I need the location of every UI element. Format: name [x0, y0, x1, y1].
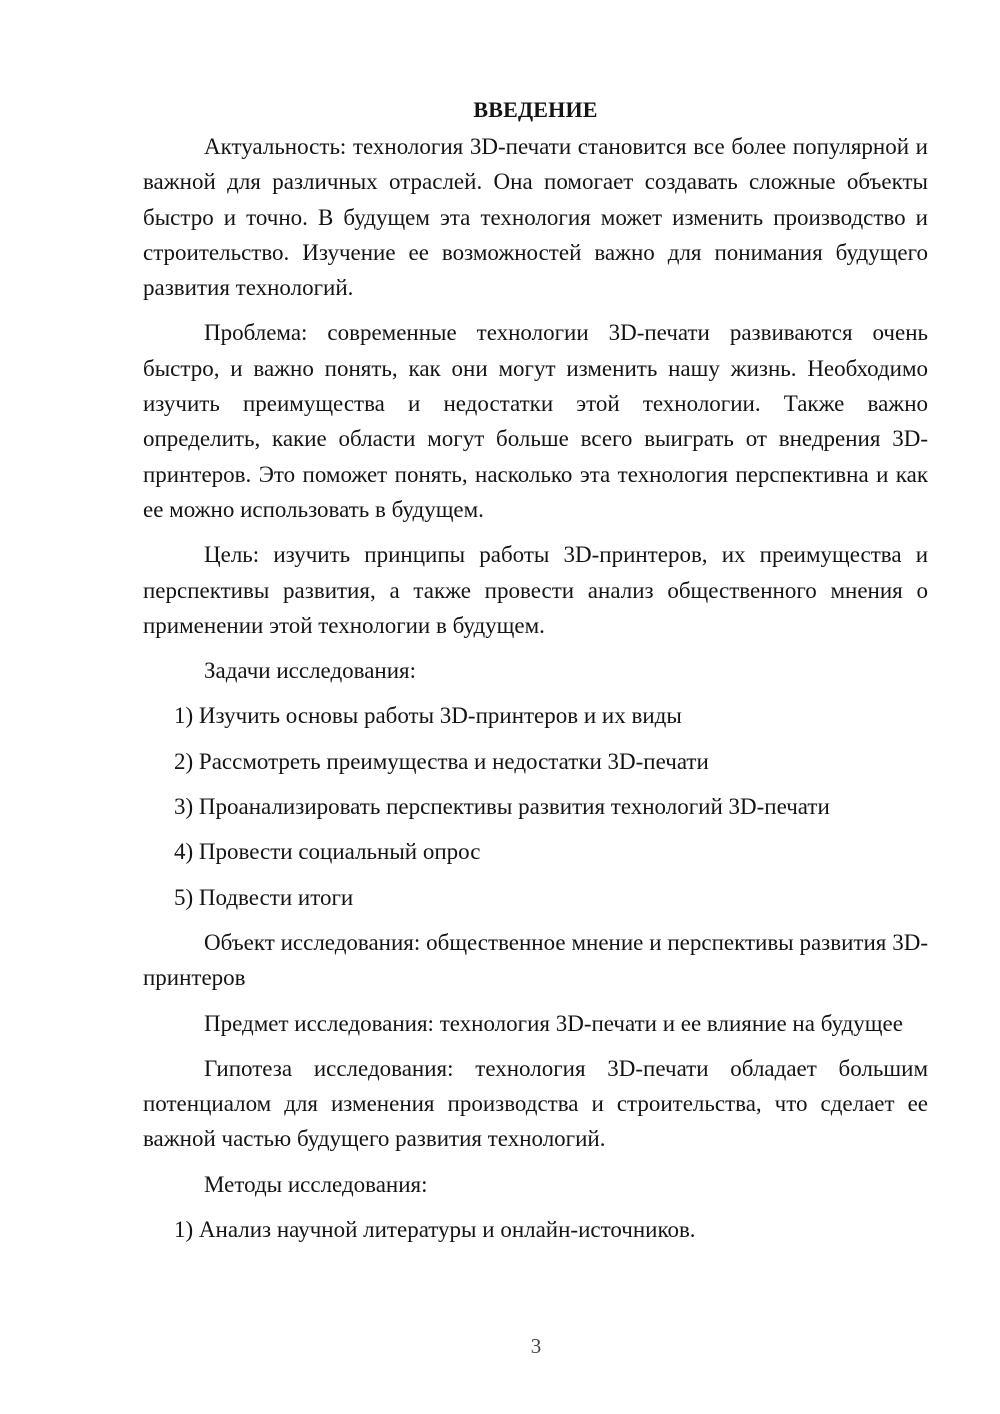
method-item: 1) Анализ научной литературы и онлайн-источников. [174, 1217, 696, 1243]
task-item: 4) Провести социальный опрос [174, 839, 481, 865]
relevance-paragraph: Актуальность: технология 3D-печати становится все более популярной и важной для различных отраслей. Она помогает создавать сложные объекты быстро и точно. В будущем эта технология может изменить производство и строительство. Изучение ее возможностей важно для понимания будущего развития технологий. [143, 134, 928, 301]
page-content [143, 92, 928, 1247]
page-number-footer [0, 1334, 1000, 1359]
page-number: 3 [530, 1334, 542, 1358]
task-item: 1) Изучить основы работы 3D-принтеров и их виды [174, 703, 682, 729]
methods-heading: Методы исследования: [204, 1171, 428, 1197]
problem-paragraph: Проблема: современные технологии 3D-печати развиваются очень быстро, и важно понять, как они могут изменить нашу жизнь. Необходимо изучить преимущества и недостатки этой технологии. Также важно определить, какие области могут больше всего выиграть от внедрения 3D-принтеров. Это поможет понять, насколько эта технология перспективна и как ее можно использовать в будущем. [143, 320, 928, 522]
goal-paragraph: Цель: изучить принципы работы 3D-принтеров, их преимущества и перспективы развития, а также провести анализ общественного мнения о применении этой технологии в будущем. [143, 542, 928, 638]
task-item: 2) Рассмотреть преимущества и недостатки 3D-печати [174, 748, 709, 774]
subject-paragraph: Предмет исследования: технология 3D-печати и ее влияние на будущее [204, 1010, 903, 1036]
object-paragraph: Объект исследования: общественное мнение и перспективы развития 3D-принтеров [143, 929, 928, 991]
tasks-heading: Задачи исследования: [204, 658, 417, 684]
task-item: 5) Подвести итоги [174, 884, 354, 910]
hypothesis-paragraph: Гипотеза исследования: технология 3D-печати обладает большим потенциалом для изменения производства и строительства, что сделает ее важной частью будущего развития технологий. [143, 1055, 928, 1152]
section-title: ВВЕДЕНИЕ [473, 97, 598, 122]
task-item: 3) Проанализировать перспективы развития технологий 3D-печати [174, 794, 830, 820]
